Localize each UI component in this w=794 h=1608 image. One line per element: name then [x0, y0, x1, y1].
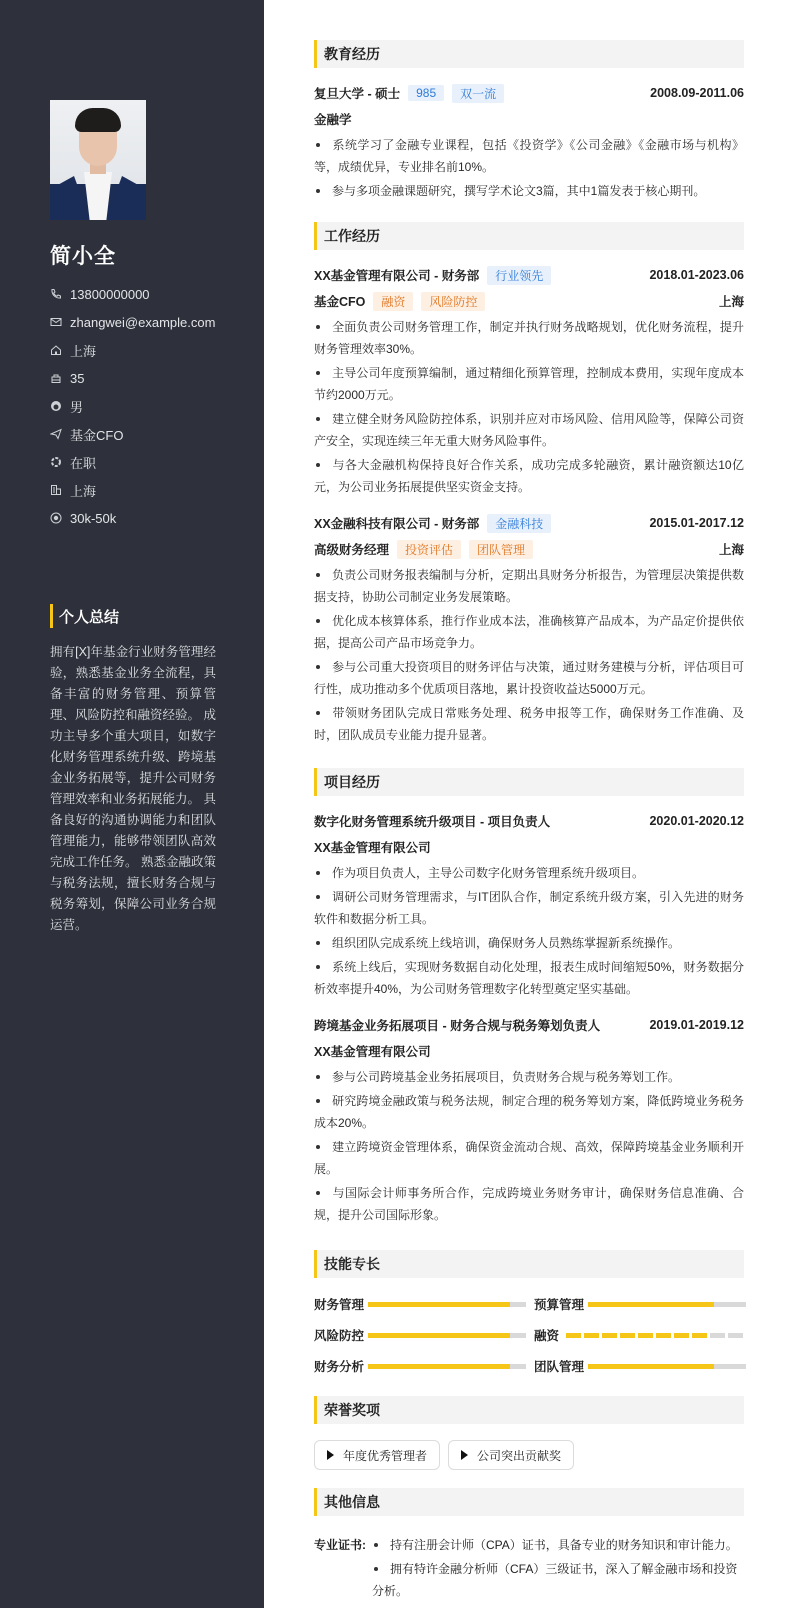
section-other-header: 其他信息: [314, 1488, 744, 1516]
role-tag: 团队管理: [469, 540, 533, 559]
main-content: [314, 40, 744, 1604]
project-name: 跨境基金业务拓展项目 - 财务合规与税务筹划负责人: [314, 1019, 601, 1033]
award-chip: [314, 1440, 440, 1470]
project-date: 2020.01-2020.12: [649, 814, 744, 828]
work-location: 上海: [718, 543, 744, 557]
skill-item: [314, 1356, 534, 1376]
work-location: 上海: [718, 295, 744, 309]
contact-address-value: 上海: [70, 343, 97, 359]
list-item: 与各大金融机构保持良好合作关系，成功完成多轮融资，累计融资额达10亿元，为公司业务拓展提供坚实资金支持。: [314, 458, 744, 494]
work-date: 2015.01-2017.12: [649, 516, 744, 530]
summary-heading: [50, 604, 119, 628]
education-bullets: [314, 134, 744, 202]
play-triangle-icon: [327, 1450, 334, 1460]
work-date: 2018.01-2023.06: [649, 268, 744, 282]
list-item: 参与多项金融课题研究，撰写学术论文3篇，其中1篇发表于核心期刊。: [314, 180, 744, 202]
list-item: 研究跨境金融政策与税务法规，制定合理的税务筹划方案，降低跨境业务税务成本20%。: [314, 1094, 744, 1130]
contact-gender-value: 男: [70, 399, 84, 415]
salary-icon: [50, 512, 62, 524]
contact-list: [50, 280, 215, 532]
contact-phone-value: 13800000000: [70, 286, 150, 302]
list-item: 作为项目负责人，主导公司数字化财务管理系统升级项目。: [314, 862, 744, 884]
company-tag: 行业领先: [487, 266, 551, 285]
list-item: 建立健全财务风险防控体系，识别并应对市场风险、信用风险等，保障公司资产安全，实现连续三年无重大财务风险事件。: [314, 412, 744, 448]
contact-email: [50, 308, 215, 336]
certificates-list: [372, 1534, 744, 1604]
contact-email-value: zhangwei@example.com: [70, 314, 216, 330]
list-item: 参与公司重大投资项目的财务评估与决策，通过财务建模与分析，评估项目可行性，成功推动多个优质项目落地，累计投资收益达5000万元。: [314, 660, 744, 696]
award-chip: [448, 1440, 574, 1470]
award-label: 公司突出贡献奖: [477, 1448, 562, 1463]
status-icon: [50, 456, 62, 468]
section-skills-header: 技能专长: [314, 1250, 744, 1278]
work-bullets: [314, 564, 744, 746]
other-info: [314, 1534, 744, 1604]
company-tag: 金融科技: [487, 514, 551, 533]
list-item: 建立跨境资金管理体系，确保资金流动合规、高效，保障跨境基金业务顺利开展。: [314, 1140, 744, 1176]
education-date: 2008.09-2011.06: [650, 86, 744, 100]
project-bullets: [314, 862, 744, 1000]
contact-position-value: 基金CFO: [70, 427, 124, 443]
list-item: 持有注册会计师（CPA）证书，具备专业的财务知识和审计能力。: [372, 1534, 744, 1556]
skill-label: 风险防控: [314, 1329, 365, 1343]
education-entry: [314, 80, 744, 202]
summary-text: 拥有[X]年基金行业财务管理经验，熟悉基金业务全流程，具备丰富的财务管理、预算管理、风险防控和融资经验。 成功主导多个重大项目，如数字化财务管理系统升级、跨境基金业务拓展等，提升公司财务管理效率和业务拓展能力。 具备良好的沟通协调能力和团队管理能力，能够带领团队高效完成工作任务。 熟悉金融政策与税务法规，擅长财务合规与税务筹划，保障公司业务合规运营。: [50, 645, 216, 932]
skill-label: 财务分析: [314, 1360, 365, 1374]
contact-gender: [50, 392, 215, 420]
skill-label: 融资: [534, 1329, 560, 1343]
skill-item: [534, 1356, 754, 1376]
contact-city-value: 上海: [70, 483, 97, 499]
contact-status: [50, 448, 215, 476]
section-projects-header: 项目经历: [314, 768, 744, 796]
contact-salary: [50, 504, 215, 532]
summary-title: 个人总结: [59, 608, 120, 626]
award-label: 年度优秀管理者: [343, 1448, 428, 1463]
list-item: 全面负责公司财务管理工作，制定并执行财务战略规划，优化财务流程，提升财务管理效率30%。: [314, 320, 744, 356]
project-name: 数字化财务管理系统升级项目 - 项目负责人: [314, 815, 551, 829]
role-tag: 风险防控: [421, 292, 485, 311]
project-bullets: [314, 1066, 744, 1226]
skill-bar: [368, 1333, 526, 1338]
contact-age-value: 35: [70, 370, 85, 386]
tag-985: 985: [408, 85, 444, 101]
project-date: 2019.01-2019.12: [649, 1018, 744, 1032]
contact-salary-value: 30k-50k: [70, 510, 117, 526]
list-item: 优化成本核算体系，推行作业成本法，准确核算产品成本，为产品定价提供依据，提高公司产品市场竞争力。: [314, 614, 744, 650]
project-entry: [314, 808, 744, 1000]
skill-label: 财务管理: [314, 1298, 365, 1312]
profile-name: 简小全: [50, 245, 116, 268]
education-major: 金融学: [314, 113, 352, 127]
skill-bar: [588, 1302, 746, 1307]
list-item: 拥有特许金融分析师（CFA）三级证书，深入了解金融市场和投资分析。: [372, 1562, 738, 1598]
list-item: 系统学习了金融专业课程，包括《投资学》《公司金融》《金融市场与机构》等，成绩优异，专业排名前10%。: [314, 138, 744, 174]
job-role: 高级财务经理: [314, 543, 390, 557]
home-icon: [50, 344, 62, 356]
contact-phone: [50, 280, 215, 308]
tag-double-first-class: 双一流: [452, 84, 504, 103]
skill-item: [534, 1325, 754, 1345]
mail-icon: [50, 316, 62, 328]
contact-age: [50, 364, 215, 392]
gender-icon: [50, 400, 62, 412]
company-name: XX基金管理有限公司 - 财务部: [314, 269, 480, 283]
accent-bar: [50, 604, 53, 628]
skill-item: [314, 1325, 534, 1345]
phone-icon: [50, 288, 62, 300]
skill-segmented-bar: [566, 1333, 743, 1338]
project-org: XX基金管理有限公司: [314, 1045, 431, 1059]
role-tag: 投资评估: [397, 540, 461, 559]
skill-bar: [368, 1364, 526, 1369]
contact-status-value: 在职: [70, 455, 97, 471]
list-item: 主导公司年度预算编制，通过精细化预算管理，控制成本费用，实现年度成本节约2000万元。: [314, 366, 744, 402]
list-item: 负责公司财务报表编制与分析，定期出具财务分析报告，为管理层决策提供数据支持，协助公司制定业务发展策略。: [314, 568, 744, 604]
company-name: XX金融科技有限公司 - 财务部: [314, 517, 480, 531]
contact-position: [50, 420, 215, 448]
skill-item: [534, 1294, 754, 1314]
list-item: 与国际会计师事务所合作，完成跨境业务财务审计，确保财务信息准确、合规，提升公司国际形象。: [314, 1186, 744, 1222]
play-triangle-icon: [461, 1450, 468, 1460]
section-work-header: 工作经历: [314, 222, 744, 250]
list-item: 系统上线后，实现财务数据自动化处理，报表生成时间缩短50%，财务数据分析效率提升40%，为公司财务管理数字化转型奠定坚实基础。: [314, 960, 744, 996]
skills-grid: [314, 1294, 744, 1376]
skill-label: 预算管理: [534, 1298, 585, 1312]
section-education-header: 教育经历: [314, 40, 744, 68]
awards-list: [314, 1440, 744, 1470]
skill-bar: [368, 1302, 526, 1307]
contact-address: [50, 336, 215, 364]
age-icon: [50, 372, 62, 384]
contact-city: [50, 476, 215, 504]
project-entry: [314, 1012, 744, 1226]
work-entry: [314, 262, 744, 498]
list-item: 组织团队完成系统上线培训，确保财务人员熟练掌握新系统操作。: [314, 932, 744, 954]
profile-photo: [50, 100, 146, 220]
list-item: 参与公司跨境基金业务拓展项目，负责财务合规与税务筹划工作。: [314, 1066, 744, 1088]
building-icon: [50, 484, 62, 496]
skill-label: 团队管理: [534, 1360, 585, 1374]
work-bullets: [314, 316, 744, 498]
work-entry: [314, 510, 744, 746]
send-icon: [50, 428, 62, 440]
sidebar: [0, 0, 264, 1608]
section-awards-header: 荣誉奖项: [314, 1396, 744, 1424]
skill-bar: [588, 1364, 746, 1369]
list-item: 调研公司财务管理需求，与IT团队合作，制定系统升级方案，引入先进的财务软件和数据分析工具。: [314, 890, 744, 926]
school-name: 复旦大学 - 硕士: [314, 87, 401, 101]
certificates-label: 专业证书:: [314, 1538, 366, 1552]
job-role: 基金CFO: [314, 295, 366, 309]
skill-item: [314, 1294, 534, 1314]
list-item: 带领财务团队完成日常账务处理、税务申报等工作，确保财务工作准确、及时，团队成员专业能力提升显著。: [314, 706, 744, 742]
project-org: XX基金管理有限公司: [314, 841, 431, 855]
role-tag: 融资: [373, 292, 413, 311]
